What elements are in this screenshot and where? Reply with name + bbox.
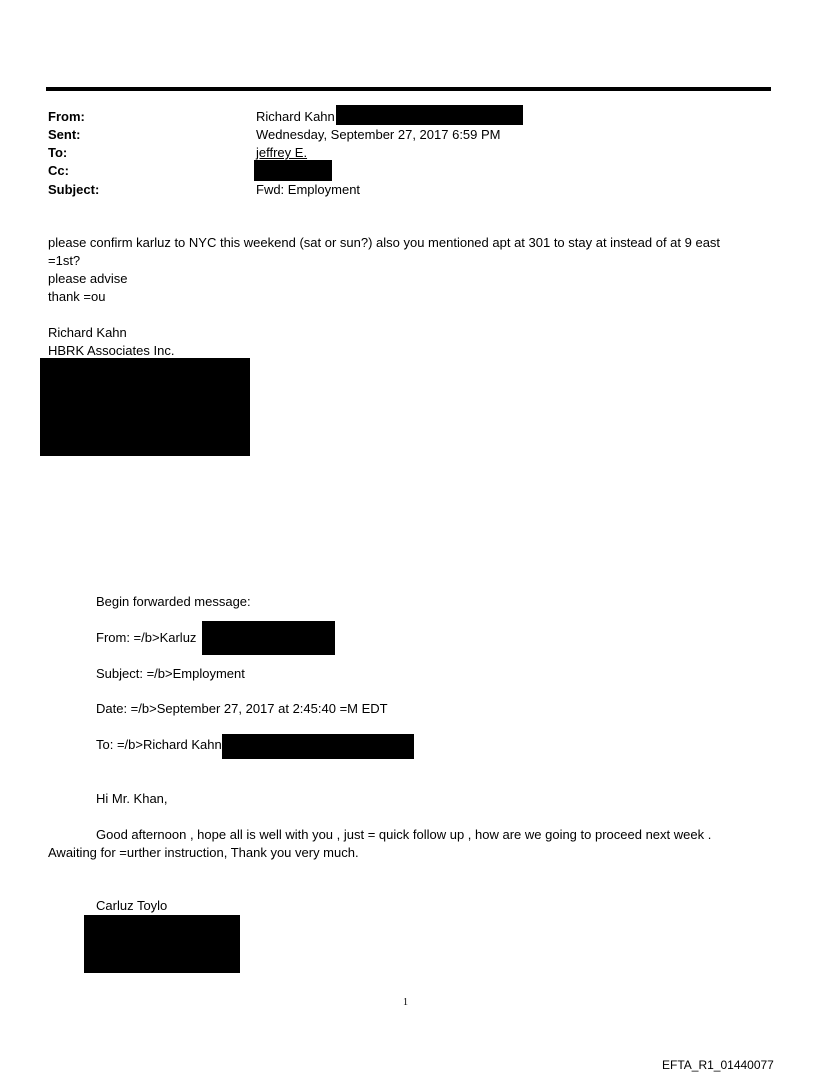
- forward-paragraph-line-1: Good afternoon , hope all is well with you , just = quick follow up , how are we going to proceed next week .: [96, 827, 712, 842]
- sent-label: Sent:: [48, 127, 81, 142]
- forward-greeting: Hi Mr. Khan,: [96, 791, 168, 806]
- redaction-forward-to: [222, 734, 414, 759]
- forward-intro: Begin forwarded message:: [96, 594, 251, 609]
- subject-value: Fwd: Employment: [256, 182, 361, 197]
- redaction-signature-block: [40, 358, 250, 456]
- redaction-from-email: [336, 105, 523, 125]
- redaction-cc: [254, 160, 332, 181]
- from-value: Richard Kahn: [256, 109, 335, 124]
- body-line-1: please confirm karluz to NYC this weekend (sat or sun?) also you mentioned apt at 301 to stay at instead of at 9 east: [48, 235, 721, 250]
- bates-number: EFTA_R1_01440077: [662, 1058, 774, 1072]
- body-line-4: thank =ou: [48, 289, 106, 304]
- body-line-3: please advise: [48, 271, 128, 286]
- subject-label: Subject:: [48, 182, 100, 197]
- to-label: To:: [48, 145, 68, 160]
- cc-label: Cc:: [48, 163, 69, 178]
- signature-company: HBRK Associates Inc.: [48, 343, 175, 358]
- forward-subject: Subject: =/b>Employment: [96, 666, 245, 681]
- forward-from: From: =/b>Karluz: [96, 630, 197, 645]
- forward-date: Date: =/b>September 27, 2017 at 2:45:40 =M EDT: [96, 701, 388, 716]
- forward-to: To: =/b>Richard Kahn: [96, 737, 222, 752]
- to-value: jeffrey E.: [256, 145, 308, 160]
- body-line-2: =1st?: [48, 253, 81, 268]
- forward-paragraph-line-2: Awaiting for =urther instruction, Thank you very much.: [48, 845, 359, 860]
- signature-name: Richard Kahn: [48, 325, 127, 340]
- page-number: 1: [403, 997, 408, 1008]
- redaction-forward-signature: [84, 915, 240, 973]
- redaction-forward-from: [202, 621, 335, 655]
- from-label: From:: [48, 109, 85, 124]
- header-rule: [46, 87, 771, 91]
- sent-value: Wednesday, September 27, 2017 6:59 PM: [256, 127, 501, 142]
- forward-signoff: Carluz Toylo: [96, 898, 168, 913]
